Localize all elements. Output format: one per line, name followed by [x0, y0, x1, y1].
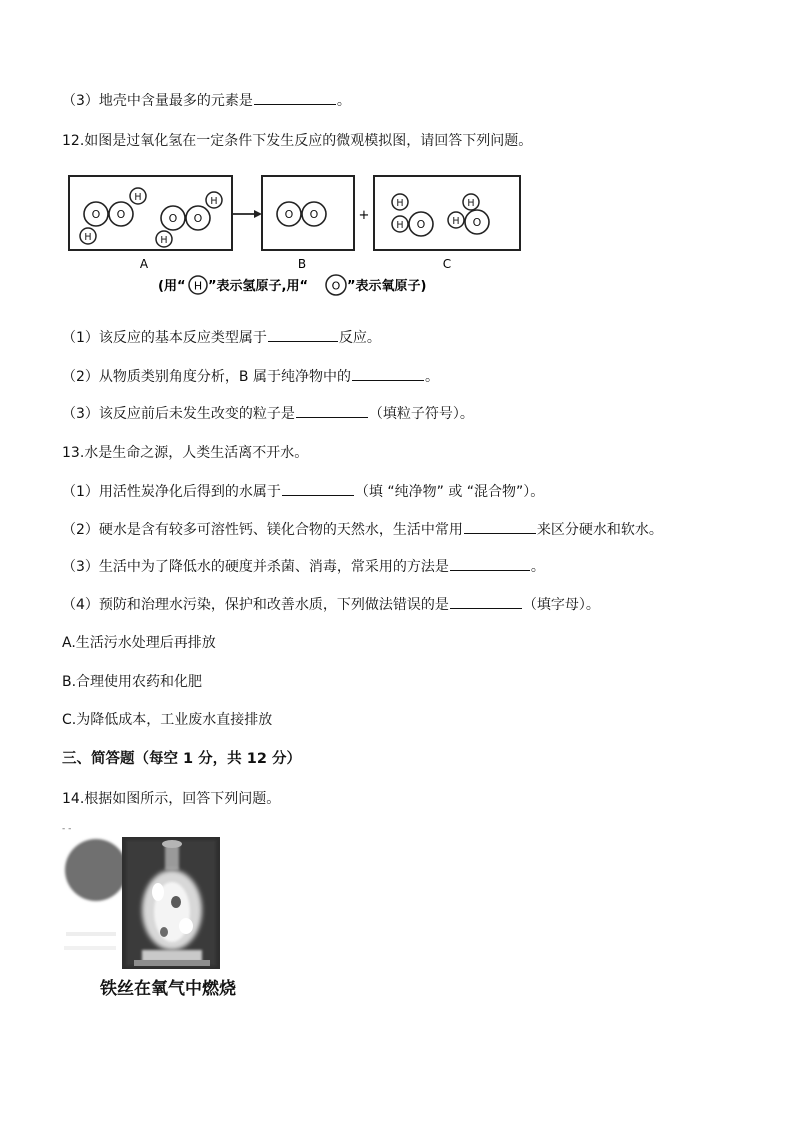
atom-letter: H	[396, 220, 404, 231]
q13-part2	[62, 519, 663, 539]
q12-part3-text: （3）该反应前后未发生改变的粒子是	[62, 406, 295, 422]
q13-part2-text: （2）硬水是含有较多可溶性钙、镁化合物的天然水，生活中常用	[62, 522, 463, 538]
reaction-diagram	[66, 170, 526, 300]
q13-part4	[62, 594, 600, 614]
q12-part2-text: （2）从物质类别角度分析，B 属于纯净物中的	[62, 369, 351, 385]
atom-letter: H	[84, 232, 92, 243]
box-label-b: B	[297, 257, 307, 271]
atom-letter: H	[467, 198, 475, 209]
caption-part1: (用“	[158, 279, 186, 294]
q13-part1	[62, 481, 544, 501]
q12-stem: 12.如图是过氧化氢在一定条件下发生反应的微观模拟图，请回答下列问题。	[62, 133, 533, 149]
q13-option-c: C.为降低成本，工业废水直接排放	[62, 712, 273, 728]
q12-part3-end: （填粒子符号）。	[368, 406, 474, 422]
box-label-a: A	[139, 257, 149, 271]
caption-o: O	[331, 279, 341, 293]
plus-sign: +	[358, 208, 370, 223]
q13-stem: 13.水是生命之源，人类生活离不开水。	[62, 445, 309, 461]
atom-letter: H	[452, 216, 460, 227]
caption-part2: ”表示氢原子,用“	[208, 279, 309, 294]
q14-stem: 14.根据如图所示，回答下列问题。	[62, 791, 281, 807]
caption-part3: ”表示氧原子)	[347, 279, 427, 294]
q12-part3	[62, 403, 474, 423]
q11-part3-text: （3）地壳中含量最多的元素是	[62, 93, 253, 109]
q12-part1-blank[interactable]	[268, 340, 338, 342]
iron-wire-burning-photo	[62, 822, 282, 1002]
q13-option-b: B.合理使用农药和化肥	[62, 674, 203, 690]
atom-letter: O	[416, 218, 426, 231]
caption-h: H	[193, 279, 203, 293]
q12-part1-end: 反应。	[338, 330, 381, 346]
q12-part2-end: 。	[424, 369, 439, 385]
q12-part1-text: （1）该反应的基本反应类型属于	[62, 330, 267, 346]
q13-part4-text: （4）预防和治理水污染，保护和改善水质，下列做法错误的是	[62, 597, 449, 613]
atom-letter: O	[284, 208, 294, 221]
q13-part3-end: 。	[530, 559, 545, 575]
q13-part2-end: 来区分硬水和软水。	[536, 522, 663, 538]
q11-part3-end: 。	[336, 93, 351, 109]
atom-letter: O	[168, 212, 178, 225]
q13-option-a: A.生活污水处理后再排放	[62, 635, 216, 651]
atom-letter: O	[472, 216, 482, 229]
arrow-head-icon	[254, 210, 262, 218]
atom-letter: O	[116, 208, 126, 221]
atom-letter: H	[396, 198, 404, 209]
atom-letter: H	[160, 235, 168, 246]
q13-part3	[62, 556, 545, 576]
box-label-c: C	[442, 257, 452, 271]
q12-part2	[62, 366, 439, 386]
atom-letter: O	[309, 208, 319, 221]
atom-letter: H	[134, 192, 142, 203]
section-heading: 三、简答题（每空 1 分，共 12 分）	[62, 751, 301, 767]
q12-part3-blank[interactable]	[296, 416, 368, 418]
q13-part1-blank[interactable]	[282, 494, 354, 496]
q13-part4-end: （填字母）。	[522, 597, 600, 613]
q12-part1	[62, 327, 381, 347]
atom-letter: H	[210, 196, 218, 207]
q13-part4-blank[interactable]	[450, 607, 522, 609]
photo-caption: 铁丝在氧气中燃烧	[100, 979, 236, 999]
q11-part3	[62, 90, 351, 110]
q13-part1-end: （填 “纯净物” 或 “混合物”）。	[354, 484, 545, 500]
box-c	[374, 176, 520, 250]
scan-mark: - -	[62, 824, 72, 834]
q13-part3-text: （3）生活中为了降低水的硬度并杀菌、消毒，常采用的方法是	[62, 559, 449, 575]
q12-part2-blank[interactable]	[352, 379, 424, 381]
q11-part3-blank[interactable]	[254, 103, 336, 105]
atom-letter: O	[193, 212, 203, 225]
q13-part2-blank[interactable]	[464, 532, 536, 534]
sphere-decoration	[65, 839, 127, 901]
atom-letter: O	[91, 208, 101, 221]
q13-part3-blank[interactable]	[450, 569, 530, 571]
q13-part1-text: （1）用活性炭净化后得到的水属于	[62, 484, 281, 500]
